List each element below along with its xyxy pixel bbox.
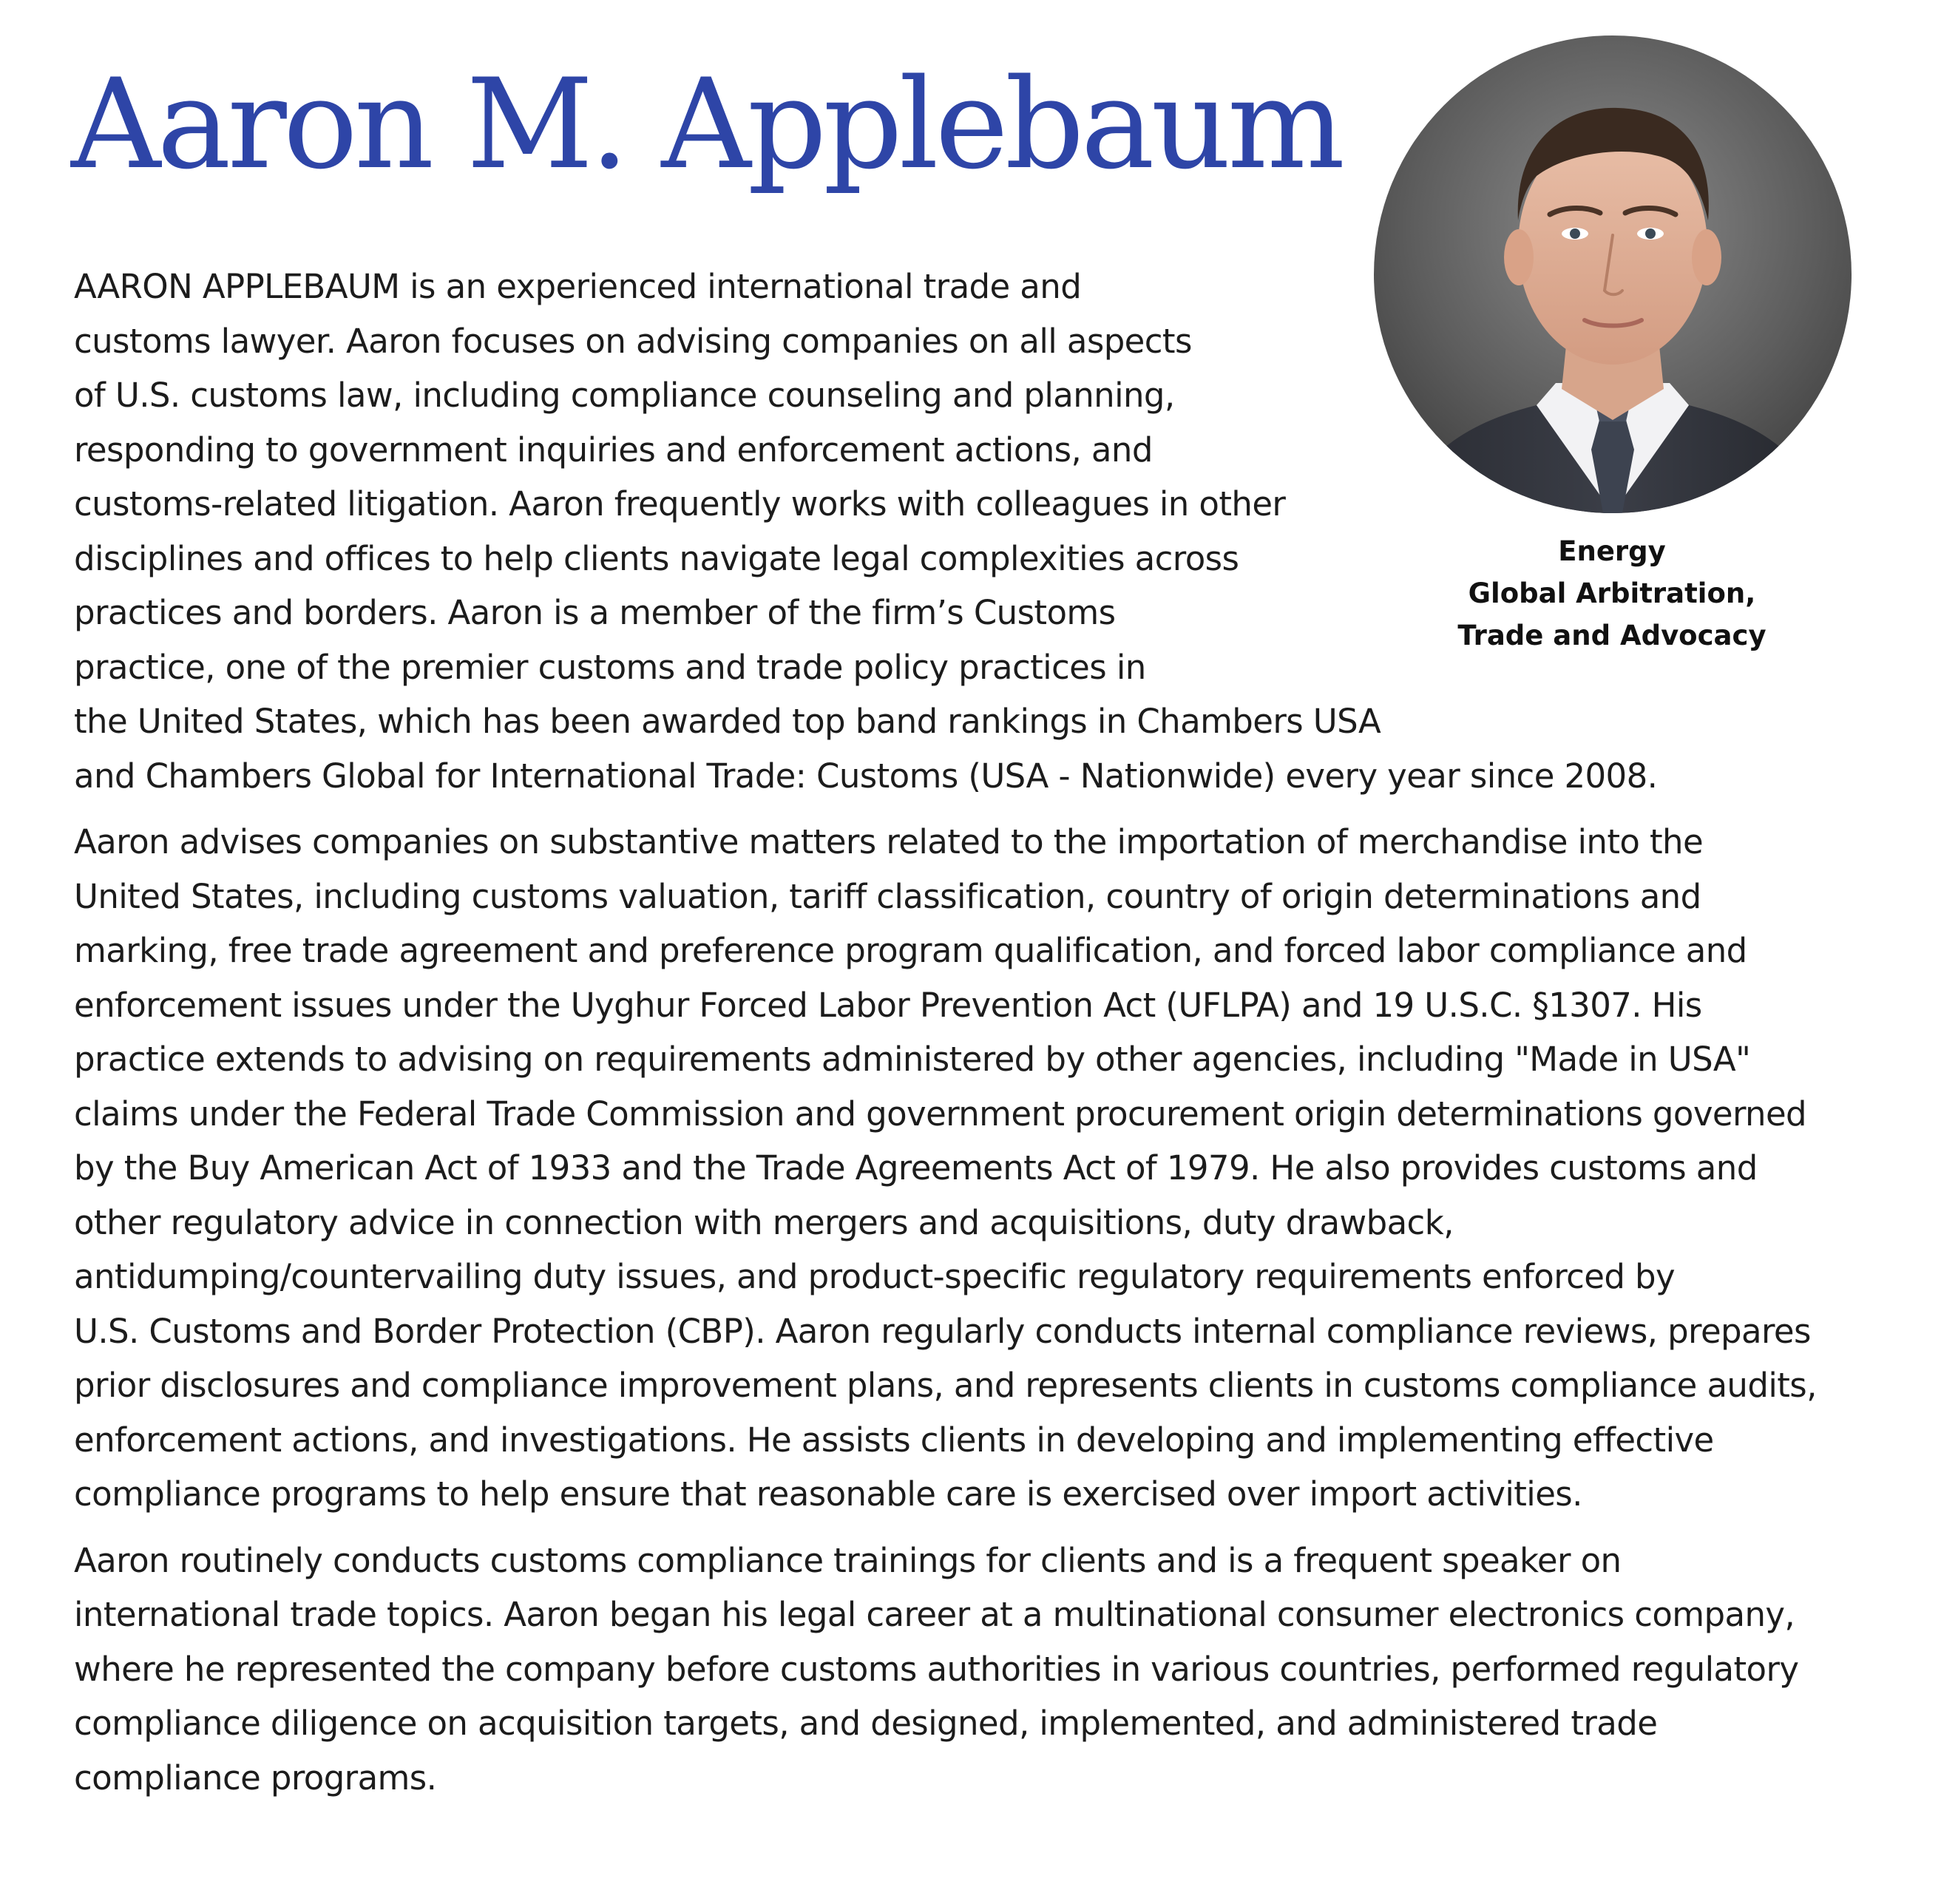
bio-paragraph-3 — [74, 1534, 1900, 1806]
text-line: marking, free trade agreement and preference program qualification, and forced labor compliance and — [74, 931, 1747, 970]
text-line: other regulatory advice in connection with mergers and acquisitions, duty drawback, — [74, 1202, 1454, 1242]
biography — [74, 260, 1900, 1817]
text-line: customs lawyer. Aaron focuses on advising companies on all aspects — [74, 321, 1192, 361]
text-line: AARON APPLEBAUM is an experienced international trade and — [74, 267, 1082, 306]
text-line: where he represented the company before customs authorities in various countries, performed regulatory — [74, 1649, 1799, 1689]
text-line: of U.S. customs law, including compliance counseling and planning, — [74, 376, 1175, 415]
text-line: compliance programs. — [74, 1758, 437, 1798]
text-line: compliance programs to help ensure that reasonable care is exercised over import activities. — [74, 1474, 1582, 1514]
text-line: compliance diligence on acquisition targets, and designed, implemented, and administered trade — [74, 1704, 1658, 1743]
text-line: U.S. Customs and Border Protection (CBP). Aaron regularly conducts internal compliance reviews, prepares — [74, 1311, 1811, 1351]
text-line: disciplines and offices to help clients navigate legal complexities across — [74, 538, 1239, 578]
text-line: the United States, which has been awarded top band rankings in Chambers USA — [74, 702, 1381, 741]
practice-area: Energy — [1558, 535, 1666, 567]
text-line: responding to government inquiries and enforcement actions, and — [74, 430, 1153, 470]
text-line: international trade topics. Aaron began his legal career at a multinational consumer electronics company, — [74, 1595, 1795, 1634]
profile-name: Aaron M. Applebaum — [71, 52, 1342, 197]
text-line: United States, including customs valuation, tariff classification, country of origin determinations and — [74, 876, 1701, 916]
text-line: practice extends to advising on requirements administered by other agencies, including "Made in USA" — [74, 1040, 1751, 1079]
text-line: claims under the Federal Trade Commission and government procurement origin determinations governed — [74, 1094, 1807, 1134]
text-line: Aaron advises companies on substantive matters related to the importation of merchandise into the — [74, 822, 1704, 861]
text-line: practice, one of the premier customs and trade policy practices in — [74, 647, 1146, 687]
text-line: enforcement actions, and investigations. He assists clients in developing and implementing effective — [74, 1420, 1714, 1460]
text-line: Aaron routinely conducts customs compliance trainings for clients and is a frequent speaker on — [74, 1540, 1622, 1580]
text-line: enforcement issues under the Uyghur Forced Labor Prevention Act (UFLPA) and 19 U.S.C. §1307. His — [74, 985, 1702, 1025]
bio-paragraph-2 — [74, 815, 1900, 1522]
bio-paragraph-1 — [74, 260, 1900, 803]
text-line: customs-related litigation. Aaron frequently works with colleagues in other — [74, 484, 1286, 524]
text-line: antidumping/countervailing duty issues, and product-specific regulatory requirements enforced by — [74, 1257, 1676, 1296]
text-line: and Chambers Global for International Trade: Customs (USA - Nationwide) every year since 2008. — [74, 756, 1658, 796]
text-line: practices and borders. Aaron is a member of the firm’s Customs — [74, 593, 1116, 632]
text-line: by the Buy American Act of 1933 and the Trade Agreements Act of 1979. He also provides customs and — [74, 1148, 1758, 1188]
text-line: prior disclosures and compliance improvement plans, and represents clients in customs compliance audits, — [74, 1366, 1817, 1405]
practice-area: Global Arbitration, — [1468, 577, 1756, 609]
practice-area: Trade and Advocacy — [1457, 620, 1766, 651]
